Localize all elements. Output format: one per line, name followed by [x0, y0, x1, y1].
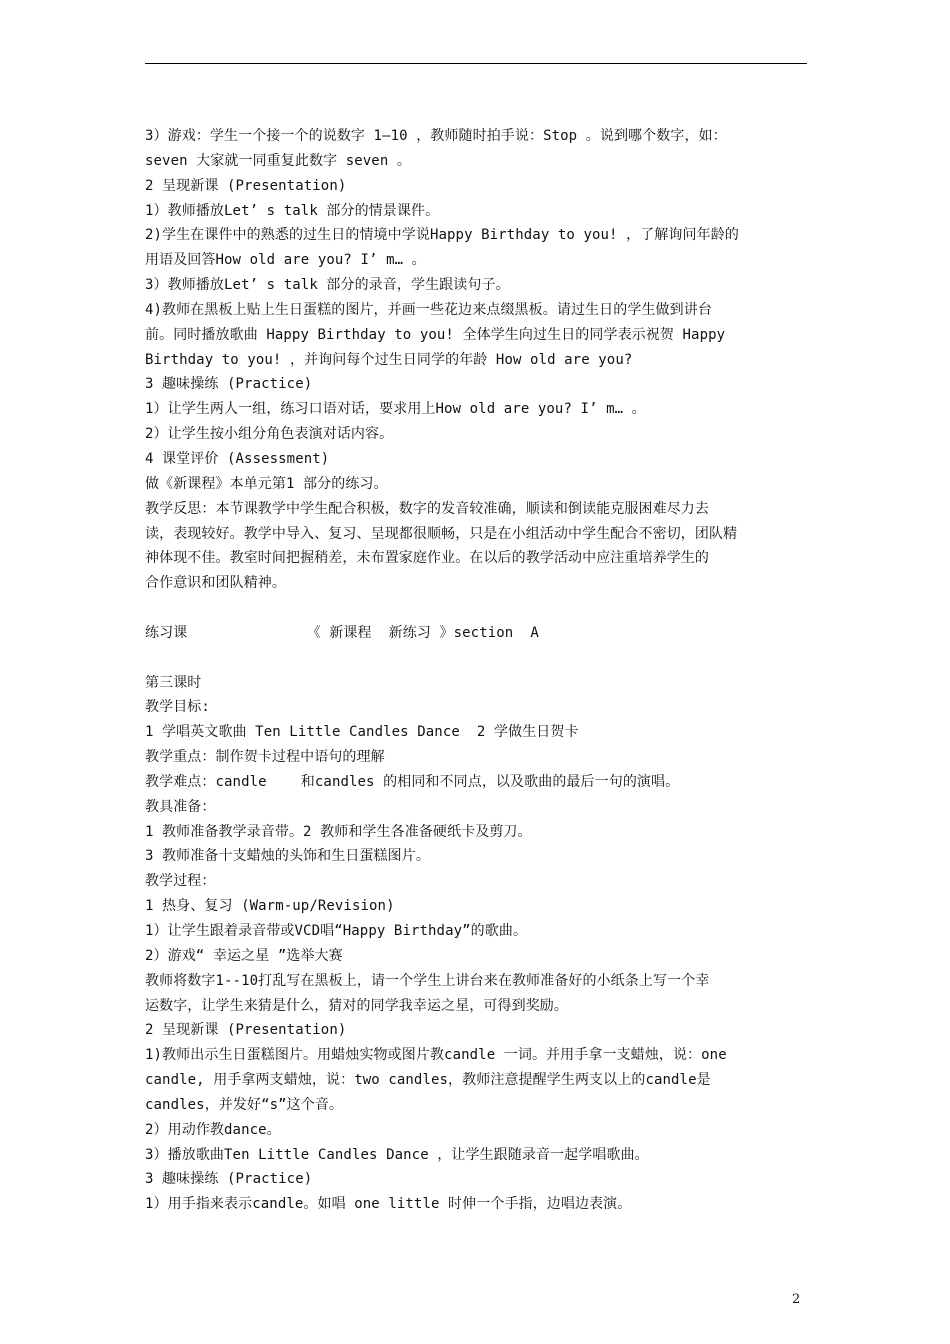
text-line: 1）让学生跟着录音带或VCD唱“Happy Birthday”的歌曲。 — [145, 923, 528, 939]
text-line: 2）用动作教dance。 — [145, 1121, 281, 1138]
text-line: candle, 用手拿两支蜡烛，说：two candles，教师注意提醒学生两支以上的candle是 — [145, 1072, 711, 1089]
text-line: 合作意识和团队精神。 — [145, 575, 286, 592]
text-line: 教学目标: — [145, 699, 210, 716]
document-body — [145, 124, 815, 1217]
text-line: 3）播放歌曲Ten Little Candles Dance ，让学生跟随录音一起学唱歌曲。 — [145, 1146, 649, 1163]
text-line: 用语及回答How old are you? I’ m… 。 — [145, 252, 426, 269]
blank-line — [145, 646, 815, 671]
text-line: 4)教师在黑板上贴上生日蛋糕的图片，并画一些花边来点缀黑板。请过生日的学生做到讲台 — [145, 301, 712, 318]
page-number: 2 — [792, 1292, 801, 1307]
text-line: 1 教师准备教学录音带。2 教师和学生各准备硬纸卡及剪刀。 — [145, 823, 532, 840]
text-line: 2 呈现新课 (Presentation) — [145, 1022, 347, 1039]
text-line: 教学反思：本节课教学中学生配合积极，数字的发音较准确，顺读和倒读能克服困难尽力去 — [145, 500, 709, 517]
text-line: 2）让学生按小组分角色表演对话内容。 — [145, 426, 394, 443]
text-line: 1）教师播放Let’ s talk 部分的情景课件。 — [145, 202, 440, 219]
text-line: candles，并发好“s”这个音。 — [145, 1096, 344, 1113]
text-line: 第三课时 — [145, 674, 202, 691]
text-line: 教师将数字1--10打乱写在黑板上，请一个学生上讲台来在教师准备好的小纸条上写一个幸 — [145, 972, 710, 989]
text-line: 3 趣味操练 (Practice) — [145, 1171, 313, 1188]
text-line: 运数字，让学生来猜是什么，猜对的同学我幸运之星，可得到奖励。 — [145, 997, 568, 1014]
text-line: 1 热身、复习 (Warm-up/Revision) — [145, 898, 395, 915]
text-line: 2)学生在课件中的熟悉的过生日的情境中学说Happy Birthday to you! ，了解询问年龄的 — [145, 227, 739, 244]
text-line: 神体现不佳。教室时间把握稍差，未布置家庭作业。在以后的教学活动中应注重培养学生的 — [145, 550, 709, 567]
text-line: 1)教师出示生日蛋糕图片。用蜡烛实物或图片教candle 一词。并用手拿一支蜡烛，说：one — [145, 1047, 727, 1064]
header-rule — [145, 63, 807, 64]
text-line: 2）游戏“ 幸运之星 ”选举大赛 — [145, 947, 343, 964]
text-line: 2 呈现新课 (Presentation) — [145, 177, 347, 194]
text-line: 教学重点：制作贺卡过程中语句的理解 — [145, 749, 385, 766]
text-line: 前。同时播放歌曲 Happy Birthday to you! 全体学生向过生日的同学表示祝贺 Happy — [145, 326, 726, 343]
text-line: seven 大家就一同重复此数字 seven 。 — [145, 152, 411, 169]
text-line: 1）用手指来表示candle。如唱 one little 时伸一个手指，边唱边表演。 — [145, 1196, 632, 1213]
text-line: 练习课 《 新课程 新练习 》section A — [145, 624, 539, 641]
text-line: Birthday to you! ，并询问每个过生日同学的年龄 How old are you? — [145, 351, 633, 368]
text-line: 教学过程： — [145, 873, 216, 890]
text-line: 4 课堂评价 (Assessment) — [145, 450, 330, 467]
text-line: 1 学唱英文歌曲 Ten Little Candles Dance 2 学做生日贺卡 — [145, 724, 579, 741]
text-line: 教具准备： — [145, 798, 216, 815]
text-line: 1）让学生两人一组，练习口语对话，要求用上How old are you? I’ m… 。 — [145, 401, 646, 418]
text-line: 做《新课程》本单元第1 部分的练习。 — [145, 475, 388, 492]
blank-line — [145, 596, 815, 621]
text-line: 3 趣味操练 (Practice) — [145, 376, 313, 393]
text-line: 3 教师准备十支蜡烛的头饰和生日蛋糕图片。 — [145, 848, 430, 865]
text-line: 3）游戏：学生一个接一个的说数字 1—10 ，教师随时拍手说：Stop 。说到哪个数字，如： — [145, 128, 727, 144]
text-line: 教学难点：candle 和candles 的相同和不同点，以及歌曲的最后一句的演唱。 — [145, 773, 680, 790]
text-line: 读，表现较好。教学中导入、复习、呈现都很顺畅，只是在小组活动中学生配合不密切，团队精 — [145, 525, 738, 542]
text-line: 3）教师播放Let’ s talk 部分的录音，学生跟读句子。 — [145, 277, 510, 294]
